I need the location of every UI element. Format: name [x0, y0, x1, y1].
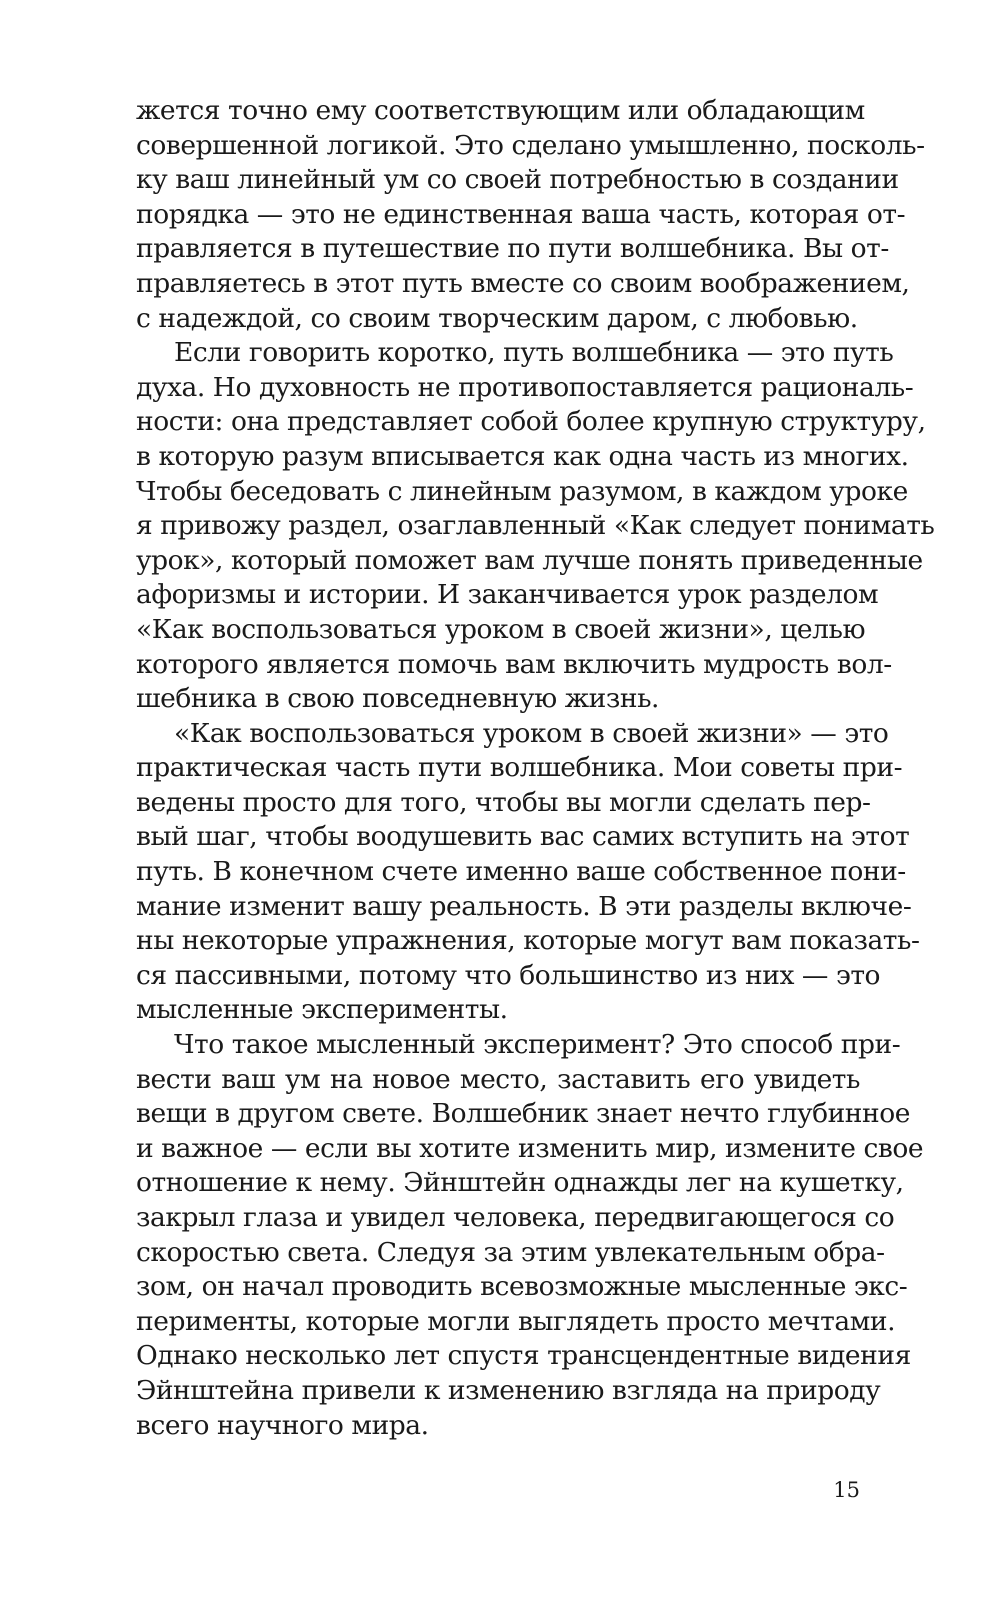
text-line: порядка — это не единственная ваша часть, которая от- — [136, 198, 906, 230]
text-line: правляетесь в этот путь вместе со своим воображением, — [136, 267, 910, 299]
text-line: зом, он начал проводить всевозможные мысленные экс- — [136, 1271, 908, 1303]
text-line: «Как воспользоваться уроком в своей жизни», целью — [136, 613, 866, 645]
paragraph — [136, 1028, 924, 1443]
text-line: перименты, которые могли выглядеть просто мечтами. — [136, 1305, 896, 1337]
text-line: «Как воспользоваться уроком в своей жизни» — это — [174, 717, 889, 749]
text-line: я привожу раздел, озаглавленный «Как следует понимать — [136, 510, 935, 542]
text-line: ку ваш линейный ум со своей потребностью в создании — [136, 164, 899, 196]
paragraph — [136, 336, 935, 717]
text-line: мание изменит вашу реальность. В эти разделы включе- — [136, 890, 912, 922]
text-line: скоростью света. Следуя за этим увлекательным обра- — [136, 1236, 885, 1268]
text-line: духа. Но духовность не противопоставляется рациональ- — [136, 371, 914, 403]
text-line: вый шаг, чтобы воодушевить вас самих вступить на этот — [136, 821, 910, 853]
text-line: отношение к нему. Эйнштейн однажды лег на кушетку, — [136, 1167, 904, 1199]
text-line: Однако несколько лет спустя трансцендентные видения — [136, 1340, 911, 1372]
text-line: Эйнштейна привели к изменению взгляда на природу — [136, 1374, 881, 1406]
text-line: вещи в другом свете. Волшебник знает нечто глубинное — [136, 1098, 910, 1130]
text-line: ведены просто для того, чтобы вы могли сделать пер- — [136, 786, 871, 818]
text-line: всего научного мира. — [136, 1409, 429, 1441]
text-line: правляется в путешествие по пути волшебника. Вы от- — [136, 233, 889, 265]
paragraph — [136, 717, 920, 1028]
text-line: ся пассивными, потому что большинство из них — это — [136, 959, 881, 991]
text-line: ны некоторые упражнения, которые могут вам показать- — [136, 925, 920, 957]
page-number: 15 — [833, 1478, 860, 1502]
text-line: с надеждой, со своим творческим даром, с любовью. — [136, 302, 858, 334]
text-line: жется точно ему соответствующим или обладающим — [136, 95, 865, 126]
text-line: Чтобы беседовать с линейным разумом, в каждом уроке — [136, 475, 908, 507]
text-line: Если говорить коротко, путь волшебника — это путь — [174, 337, 894, 369]
text-line: урок», который поможет вам лучше понять приведенные — [136, 544, 923, 576]
text-line: в которую разум вписывается как одна часть из многих. — [136, 440, 909, 472]
text-line: путь. В конечном счете именно ваше собственное пони- — [136, 856, 906, 888]
text-line: закрыл глаза и увидел человека, передвигающегося со — [136, 1202, 895, 1233]
body-text — [136, 94, 935, 1443]
text-line: ности: она представляет собой более крупную структуру, — [136, 406, 926, 438]
text-line: которого является помочь вам включить мудрость вол- — [136, 648, 892, 680]
text-line: афоризмы и истории. И заканчивается урок разделом — [136, 579, 879, 611]
paragraph — [136, 94, 925, 336]
text-line: практическая часть пути волшебника. Мои советы при- — [136, 752, 903, 784]
text-line: шебника в свою повседневную жизнь. — [136, 683, 660, 715]
text-line: Что такое мысленный эксперимент? Это способ при- — [174, 1029, 901, 1061]
text-line: вести ваш ум на новое место, заставить его увидеть — [136, 1063, 860, 1095]
text-line: и важное — если вы хотите изменить мир, измените свое — [136, 1132, 924, 1164]
text-line: совершенной логикой. Это сделано умышленно, посколь- — [136, 129, 925, 161]
text-line: мысленные эксперименты. — [136, 994, 508, 1026]
